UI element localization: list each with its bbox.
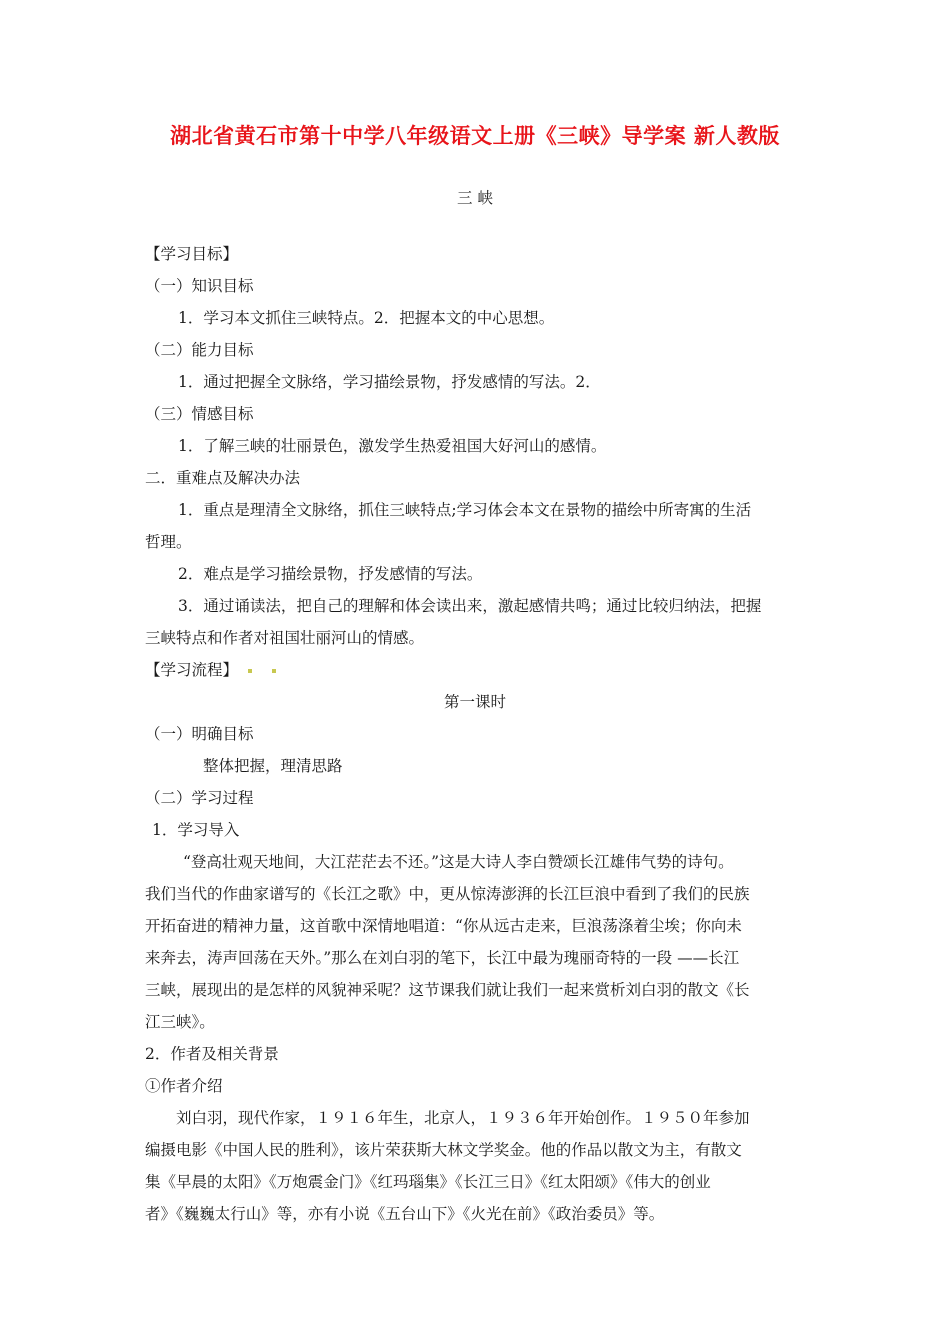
intro-paragraph-line: 来奔去，涛声回荡在天外。”那么在刘白羽的笔下，长江中最为瑰丽奇特的一段 ——长江 [145,949,740,967]
difficulty-item-1: 1．重点是理清全文脉络，抓住三峡特点;学习体会本文在景物的描绘中所寄寓的生活 [178,501,752,519]
difficulty-item-2: 2．难点是学习描绘景物，抒发感情的写法。 [178,565,483,583]
author-heading: 2．作者及相关背景 [145,1045,279,1063]
decorative-dot [248,669,252,673]
ability-item-1: 1．通过把握全文脉络，学习描绘景物，抒发感情的写法。2． [178,373,601,391]
knowledge-item-1: 1．学习本文抓住三峡特点。2．把握本文的中心思想。 [178,309,555,327]
author-paragraph-line: 编摄电影《中国人民的胜利》，该片荣获斯大林文学奖金。他的作品以散文为主，有散文 [145,1141,742,1159]
difficulty-item-3: 3．通过诵读法，把自己的理解和体会读出来，激起感情共鸣；通过比较归纳法，把握 [178,597,762,615]
intro-paragraph-line: 开拓奋进的精神力量，这首歌中深情地唱道：“你从远古走来，巨浪荡涤着尘埃；你向未 [145,917,742,935]
ability-heading: （二）能力目标 [145,341,254,359]
difficulty-item-1-cont: 哲理。 [145,533,192,551]
clear-goal-heading: （一）明确目标 [145,725,254,743]
author-paragraph-line: 者》《巍巍太行山》等，亦有小说《五台山下》《火光在前》《政治委员》等。 [145,1205,665,1223]
intro-heading: 1．学习导入 [152,821,240,839]
document-title: 湖北省黄石市第十中学八年级语文上册《三峡》导学案 新人教版 [170,124,780,148]
process-heading-row [145,660,276,680]
lesson-one-heading: 第一课时 [443,693,506,711]
goals-heading: 【学习目标】 [145,245,239,263]
intro-paragraph-line: “登高壮观天地间，大江茫茫去不还。”这是大诗人李白赞颂长江雄伟气势的诗句。 [183,853,734,871]
difficulty-heading: 二．重难点及解决办法 [145,469,301,487]
intro-paragraph-line: 我们当代的作曲家谱写的《长江之歌》中，更从惊涛澎湃的长江巨浪中看到了我们的民族 [145,885,750,903]
author-paragraph-line: 刘白羽，现代作家，１９１６年生，北京人，１９３６年开始创作。１９５０年参加 [176,1109,750,1127]
decorative-dot [272,669,276,673]
learning-process-heading: （二）学习过程 [145,789,254,807]
emotion-item-1: 1．了解三峡的壮丽景色，激发学生热爱祖国大好河山的感情。 [178,437,607,455]
knowledge-heading: （一）知识目标 [145,277,254,295]
author-intro-heading: ①作者介绍 [145,1077,223,1095]
lesson-subtitle: 三 峡 [457,189,493,207]
emotion-heading: （三）情感目标 [145,405,254,423]
intro-paragraph-line: 三峡，展现出的是怎样的风貌神采呢？这节课我们就让我们一起来赏析刘白羽的散文《长 [145,981,750,999]
difficulty-item-3-cont: 三峡特点和作者对祖国壮丽河山的情感。 [145,629,425,647]
process-heading: 【学习流程】 [145,661,239,679]
intro-paragraph-line: 江三峡》。 [145,1013,215,1031]
clear-goal-text: 整体把握，理清思路 [203,757,343,775]
author-paragraph-line: 集《早晨的太阳》《万炮震金门》《红玛瑙集》《长江三日》《红太阳颂》《伟大的创业 [145,1173,711,1191]
